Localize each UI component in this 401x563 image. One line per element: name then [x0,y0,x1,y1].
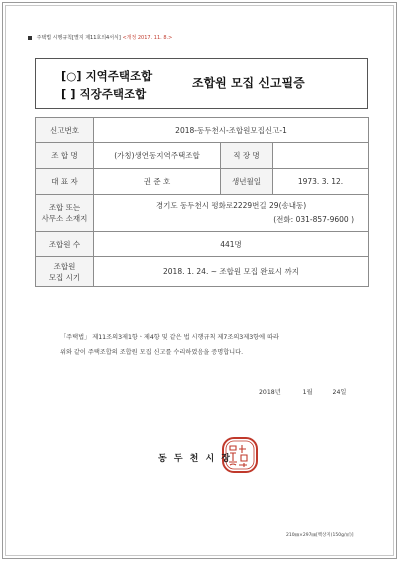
address-label [36,195,94,232]
birthdate-value: 1973. 3. 12. [273,169,369,195]
issuing-authority: 동 두 천 시 장 [158,454,233,464]
revision-note: <개정 2017. 11. 8.> [122,35,173,41]
recruit-period-value: 2018. 1. 24. ~ 조합원 모집 완료시 까지 [94,257,369,287]
report-number-label: 신고번호 [36,118,94,143]
table-row [36,143,369,169]
recruit-period-label-line1: 조합원 [53,261,76,271]
representative-label: 대 표 자 [36,169,94,195]
member-count-value: 441명 [94,232,369,257]
table-row [36,195,369,232]
bullet-square-icon [28,36,32,40]
statement-line-2: 위와 같이 주택조합의 조합원 모집 신고를 수리하였음을 증명합니다. [60,348,244,356]
option-regional-mark: [○] [61,69,82,83]
option-workplace-label: 직장주택조합 [79,87,147,101]
workplace-name-label: 직 장 명 [221,143,273,169]
date-year: 2018년 [259,389,281,396]
table-row [36,169,369,195]
report-number-value: 2018-동두천시-조합원모집신고-1 [94,118,369,143]
address-label-line2: 사무소 소재지 [41,214,88,223]
address-label-line1: 조합 또는 [48,203,81,212]
representative-value: 권 준 호 [94,169,221,195]
date-day: 24일 [332,389,347,396]
date-month: 1월 [302,389,313,396]
title-box [35,58,368,109]
workplace-name-value [273,143,369,169]
issue-date [259,387,346,396]
certification-statement [60,331,360,360]
address-value: 경기도 동두천시 평화로2229번길 29(송내동) [155,201,307,210]
statement-line-1: 「주택법」 제11조의3제1항ㆍ제4항 및 같은 법 시행규칙 제7조의3제3항에 따라 [60,334,280,341]
member-count-label: 조합원 수 [36,232,94,257]
option-regional-union [61,68,152,84]
union-name-label: 조 합 명 [36,143,94,169]
recruit-period-label-line2: 모집 시기 [48,272,81,282]
recruit-period-label [36,257,94,287]
form-reference: 주택법 시행규칙[별지 제11호의4서식] [36,35,121,41]
phone-value: (전화: 031-857-9600 ) [273,215,355,224]
option-workplace-union [61,86,146,102]
option-regional-label: 지역주택조합 [85,69,153,83]
document-title: 조합원 모집 신고필증 [192,76,305,90]
union-name-value: (가칭)생연동지역주택조합 [94,143,221,169]
certificate-table [35,117,369,287]
birthdate-label: 생년월일 [221,169,273,195]
form-header [28,34,172,41]
option-workplace-mark: [ ] [61,87,76,101]
table-row [36,257,369,287]
table-row [36,232,369,257]
table-row [36,118,369,143]
address-cell [94,195,369,232]
paper-spec: 210㎜×297㎜[백상지(150g/㎡)] [286,533,354,538]
